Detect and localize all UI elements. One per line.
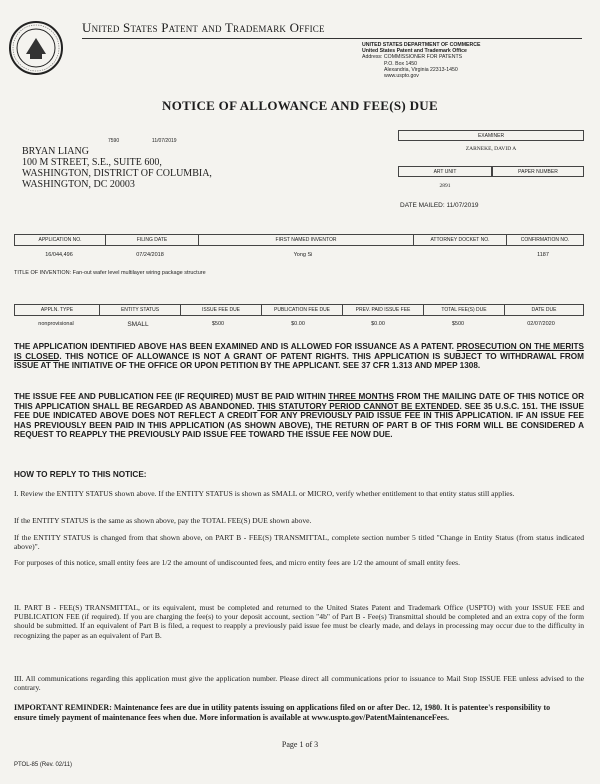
header-issue-fee-due: ISSUE FEE DUE (181, 305, 262, 316)
dept-line-2: United States Patent and Trademark Office (362, 48, 467, 55)
form-id: PTOL-85 (Rev. 02/11) (14, 762, 73, 768)
allowance-text-b: PROSECUTION ON THE MERITS IS CLOSED (14, 342, 585, 361)
art-unit-value: 2891 (439, 183, 451, 189)
header-confirmation-no: CONFIRMATION NO. (507, 235, 584, 246)
address-code: 7590 (108, 138, 120, 144)
addressee-line-1: BRYAN LIANG (22, 146, 89, 157)
fee-table-header (15, 305, 584, 316)
appln-type-value: nonprovisional (38, 321, 74, 327)
title-of-invention: TITLE OF INVENTION: Fan-out wafer level multilayer wiring package structure (14, 270, 206, 276)
application-values-row (14, 252, 584, 260)
header-entity-status: ENTITY STATUS (100, 305, 181, 316)
art-unit-label: ART UNIT (433, 169, 457, 175)
addressee-line-3: WASHINGTON, DISTRICT OF COLUMBIA, (22, 168, 212, 179)
confirmation-value: 1187 (537, 252, 549, 258)
date-due-value: 02/07/2020 (527, 321, 555, 327)
header-application-no: APPLICATION NO. (15, 235, 106, 246)
header-total-fees-due: TOTAL FEE(S) DUE (424, 305, 505, 316)
item-2-part-b: II. PART B - FEE(S) TRANSMITTAL, or its equivalent, must be completed and returned to the United States Patent and Trademark Office (USPTO) with your ISSUE FEE and PUBLICATION FEE (if required). If you are charging the fee(s) to your deposit account, section "4b" of Part B - Fee(s) Transmittal should be completed and an extra copy of the form should be submitted. If an equivalent of Part B is filed, a request to reapply a previously paid issue fee must be clearly made, and delays in processing may occur due to the difficulty in recognizing the paper as an equivalent of Part B. (14, 603, 584, 640)
page-title: NOTICE OF ALLOWANCE AND FEE(S) DUE (162, 98, 438, 113)
date-mailed: DATE MAILED: 11/07/2019 (400, 202, 479, 209)
header-appln-type: APPLN. TYPE (15, 305, 100, 316)
issue-fee-text-b: THREE MONTHS (328, 392, 394, 401)
issue-fee-text-c: FROM THE MAILING DATE OF THIS NOTICE OR THIS APPLICATION SHALL BE REGARDED AS ABANDONED. (14, 392, 584, 411)
item-1-same: If the ENTITY STATUS is the same as shown above, pay the TOTAL FEE(S) DUE shown above. (14, 516, 312, 525)
header-attorney-docket: ATTORNEY DOCKET NO. (414, 235, 507, 246)
entity-status-value: SMALL (127, 321, 149, 328)
how-to-reply-heading: HOW TO REPLY TO THIS NOTICE: (14, 470, 147, 479)
art-unit-box (398, 166, 492, 177)
issue-fee-value: $500 (211, 321, 225, 327)
addressee-line-2: 100 M STREET, S.E., SUITE 600, (22, 157, 162, 168)
issue-fee-paragraph (14, 392, 584, 440)
important-reminder: IMPORTANT REMINDER: Maintenance fees are due in utility patents issuing on applications filed on or after Dec. 12, 1980. It is patentee's responsibility to ensure timely payment of maintenance fees when due. More information is available at www.uspto.gov/PatentMaintenanceFees. (14, 703, 551, 722)
issue-fee-text-d: THIS STATUTORY PERIOD CANNOT BE EXTENDED (257, 401, 460, 411)
allowance-paragraph (14, 342, 584, 371)
paper-number-label: PAPER NUMBER (518, 169, 558, 175)
filing-date-value: 07/24/2018 (136, 252, 164, 258)
office-name: United States Patent and Trademark Office (82, 20, 325, 35)
department-address (362, 42, 480, 79)
prev-paid-fee-value: $0.00 (371, 321, 385, 327)
paper-number-box (492, 166, 584, 177)
application-table-header (15, 235, 584, 246)
page-number: Page 1 of 3 (281, 740, 319, 749)
addressee-block (22, 146, 212, 190)
item-1-review: I. Review the ENTITY STATUS shown above. If the ENTITY STATUS is shown as SMALL or MICRO, verify whether entitlement to that entity status still applies. (14, 489, 515, 498)
publication-fee-value: $0.00 (291, 321, 305, 327)
item-1-changed: If the ENTITY STATUS is changed from that shown above, on PART B - FEE(S) TRANSMITTAL, complete section number 5 titled "Change in Entity Status (from status indicated above)". (14, 533, 584, 552)
issue-fee-text-a: THE ISSUE FEE AND PUBLICATION FEE (IF REQUIRED) MUST BE PAID WITHIN (14, 392, 329, 401)
allowance-text-c: . THIS NOTICE OF ALLOWANCE IS NOT A GRANT OF PATENT RIGHTS. THIS APPLICATION IS SUBJECT TO WITHDRAWAL FROM ISSUE AT THE INITIATIVE OF THE OFFICE OR UPON PETITION BY THE APPLICANT. SEE 37 CFR 1.313 AND MPEP 1308. (14, 351, 584, 371)
inventor-value: Yong Si (293, 252, 313, 258)
examiner-name: ZARNEKE, DAVID A (465, 146, 517, 152)
fee-table (14, 304, 584, 316)
header-filing-date: FILING DATE (106, 235, 199, 246)
header-rule (82, 38, 582, 39)
dept-line-1: UNITED STATES DEPARTMENT OF COMMERCE (362, 42, 481, 48)
header-prev-paid-issue-fee: PREV. PAID ISSUE FEE (343, 305, 424, 316)
dept-line-6: www.uspto.gov (384, 73, 419, 80)
addressee-line-4: WASHINGTON, DC 20003 (22, 179, 135, 190)
item-1-purposes: For purposes of this notice, small entity fees are 1/2 the amount of undiscounted fees, and micro entity fees are 1/2 the amount of small entity fees. (14, 558, 461, 567)
examiner-label: EXAMINER (477, 133, 505, 139)
fee-values-row (14, 321, 584, 329)
application-table (14, 234, 584, 246)
dept-line-5: Alexandria, Virginia 22313-1450 (384, 66, 458, 73)
address-code-date (108, 138, 177, 144)
item-3-communications: III. All communications regarding this application must give the application number. Please direct all communications prior to issuance to Mail Stop ISSUE FEE unless advised to the contrary. (14, 674, 584, 693)
total-fees-value: $500 (451, 321, 465, 327)
header-first-named-inventor: FIRST NAMED INVENTOR (199, 235, 414, 246)
address-date: 11/07/2019 (151, 138, 177, 144)
header-publication-fee-due: PUBLICATION FEE DUE (262, 305, 343, 316)
allowance-text-a: THE APPLICATION IDENTIFIED ABOVE HAS BEEN EXAMINED AND IS ALLOWED FOR ISSUANCE AS A PATENT. (14, 342, 454, 351)
examiner-box (398, 130, 584, 141)
header-date-due: DATE DUE (505, 305, 584, 316)
uspto-seal-icon (8, 20, 64, 76)
dept-line-4: P.O. Box 1450 (384, 60, 418, 67)
application-no-value: 16/044,496 (45, 252, 73, 258)
dept-line-3: Address: COMMISSIONER FOR PATENTS (362, 54, 463, 61)
issue-fee-text-e: . SEE 35 U.S.C. 151. THE ISSUE FEE DUE INDICATED ABOVE DOES NOT REFLECT A CREDIT FOR ANY PREVIOUSLY PAID ISSUE FEE IN THIS APPLICATION. IF AN ISSUE FEE HAS PREVIOUSLY BEEN PAID IN THIS APPLICATION (AS SHOWN ABOVE), THE RETURN OF PART B OF THIS FORM WILL BE CONSIDERED A REQUEST TO REAPPLY THE PREVIOUSLY PAID ISSUE FEE TOWARD THE ISSUE FEE NOW DUE. (14, 401, 585, 440)
